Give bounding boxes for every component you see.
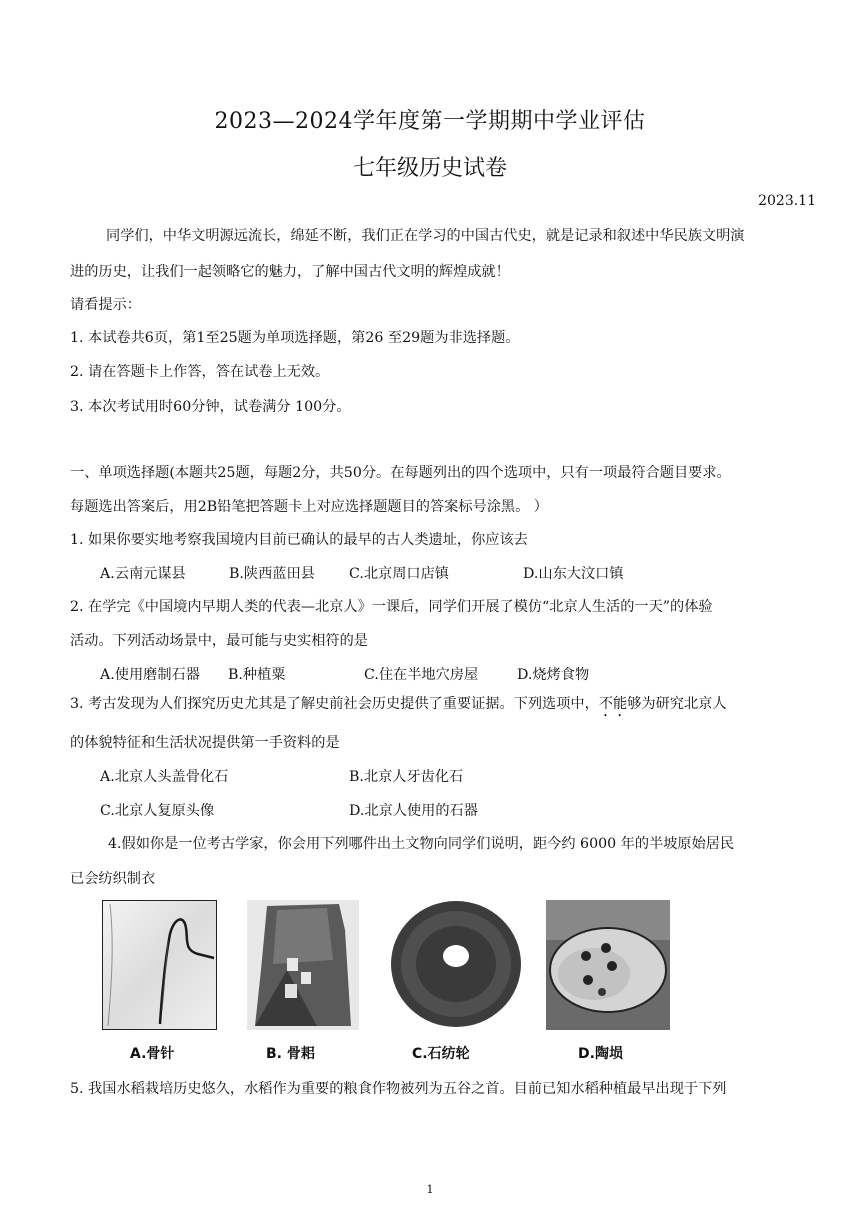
tip-item: 2. 请在答题卡上作答，答在试卷上无效。: [70, 364, 330, 380]
question-4-line-2: 已会纺织制衣: [70, 871, 156, 887]
question-1-option-c: C.北京周口店镇: [349, 566, 449, 582]
question-4-line-1: 4.假如你是一位考古学家，你会用下列哪件出土文物向同学们说明，距今约 6000 年的半坡原始居民: [108, 836, 735, 852]
question-1-option-a: A.云南元谋县: [100, 566, 186, 582]
pottery-xun-image: [546, 900, 670, 1030]
artifact-caption-a: A.骨针: [130, 1046, 175, 1062]
intro-line-2: 进的历史，让我们一起领略它的魅力，了解中国古代文明的辉煌成就！: [70, 264, 510, 280]
artifact-caption-c: C.石纺轮: [412, 1046, 470, 1062]
section-heading-line-2: 每题选出答案后，用2B铅笔把答题卡上对应选择题题目的答案标号涂黑。 ）: [70, 499, 548, 515]
question-2-option-c: C.住在半地穴房屋: [364, 667, 479, 683]
question-1-option-d: D.山东大汶口镇: [523, 566, 624, 582]
intro-line-1: 同学们，中华文明源远流长，绵延不断，我们正在学习的中国古代史，就是记录和叙述中华民族文明演: [106, 228, 745, 244]
artifact-caption-d: D.陶埙: [578, 1046, 623, 1062]
bone-spade-image: [247, 900, 359, 1030]
question-3-line-1: [70, 694, 727, 720]
question-3-text-post: 够为研究北京人: [627, 696, 727, 712]
question-3-line-2: 的体貌特征和生活状况提供第一手资料的是: [70, 735, 340, 751]
stone-spinning-wheel-image: [388, 900, 523, 1030]
bone-needle-image: [102, 900, 217, 1030]
question-2-option-b: B.种植粟: [228, 667, 286, 683]
question-3-text-pre: 3. 考古发现为人们探究历史尤其是了解史前社会历史提供了重要证据。下列选项中，: [70, 696, 599, 712]
tip-item: 1. 本试卷共6页，第1至25题为单项选择题，第26 至29题为非选择题。: [70, 330, 520, 346]
question-2-line-1: 2. 在学完《中国境内早期人类的代表—北京人》一课后，同学们开展了模仿“北京人生活的一天”的体验: [70, 599, 713, 615]
tips-heading: 请看提示：: [70, 297, 141, 313]
question-1-option-b: B.陕西蓝田县: [229, 566, 315, 582]
question-3-option-c: C.北京人复原头像: [100, 803, 215, 819]
question-3-option-d: D.北京人使用的石器: [349, 803, 478, 819]
question-1-stem: 1. 如果你要实地考察我国境内目前已确认的最早的古人类遗址，你应该去: [70, 532, 528, 548]
exam-subtitle: 七年级历史试卷: [352, 156, 507, 181]
question-2-option-a: A.使用磨制石器: [100, 667, 200, 683]
question-2-line-2: 活动。下列活动场景中，最可能与史实相符的是: [70, 633, 368, 649]
question-2-option-d: D.烧烤食物: [517, 667, 590, 683]
question-3-option-a: A.北京人头盖骨化石: [100, 769, 229, 785]
exam-title: 2023—2024学年度第一学期期中学业评估: [214, 109, 646, 134]
exam-date: 2023.11: [758, 193, 816, 209]
artifact-images: [102, 900, 682, 1030]
question-5-line-1: 5. 我国水稻栽培历史悠久，水稻作为重要的粮食作物被列为五谷之首。目前已知水稻种植最早出现于下列: [70, 1081, 727, 1097]
tip-item: 3. 本次考试用时60分钟，试卷满分 100分。: [70, 399, 351, 415]
question-3-emphasis: 不能: [598, 696, 628, 712]
artifact-caption-b: B. 骨耜: [266, 1046, 315, 1062]
section-heading-line-1: 一、单项选择题(本题共25题，每题2分，共50分。在每题列出的四个选项中，只有一项最符合题目要求。: [70, 465, 731, 481]
question-3-option-b: B.北京人牙齿化石: [349, 769, 464, 785]
page-number: 1: [426, 1183, 434, 1196]
